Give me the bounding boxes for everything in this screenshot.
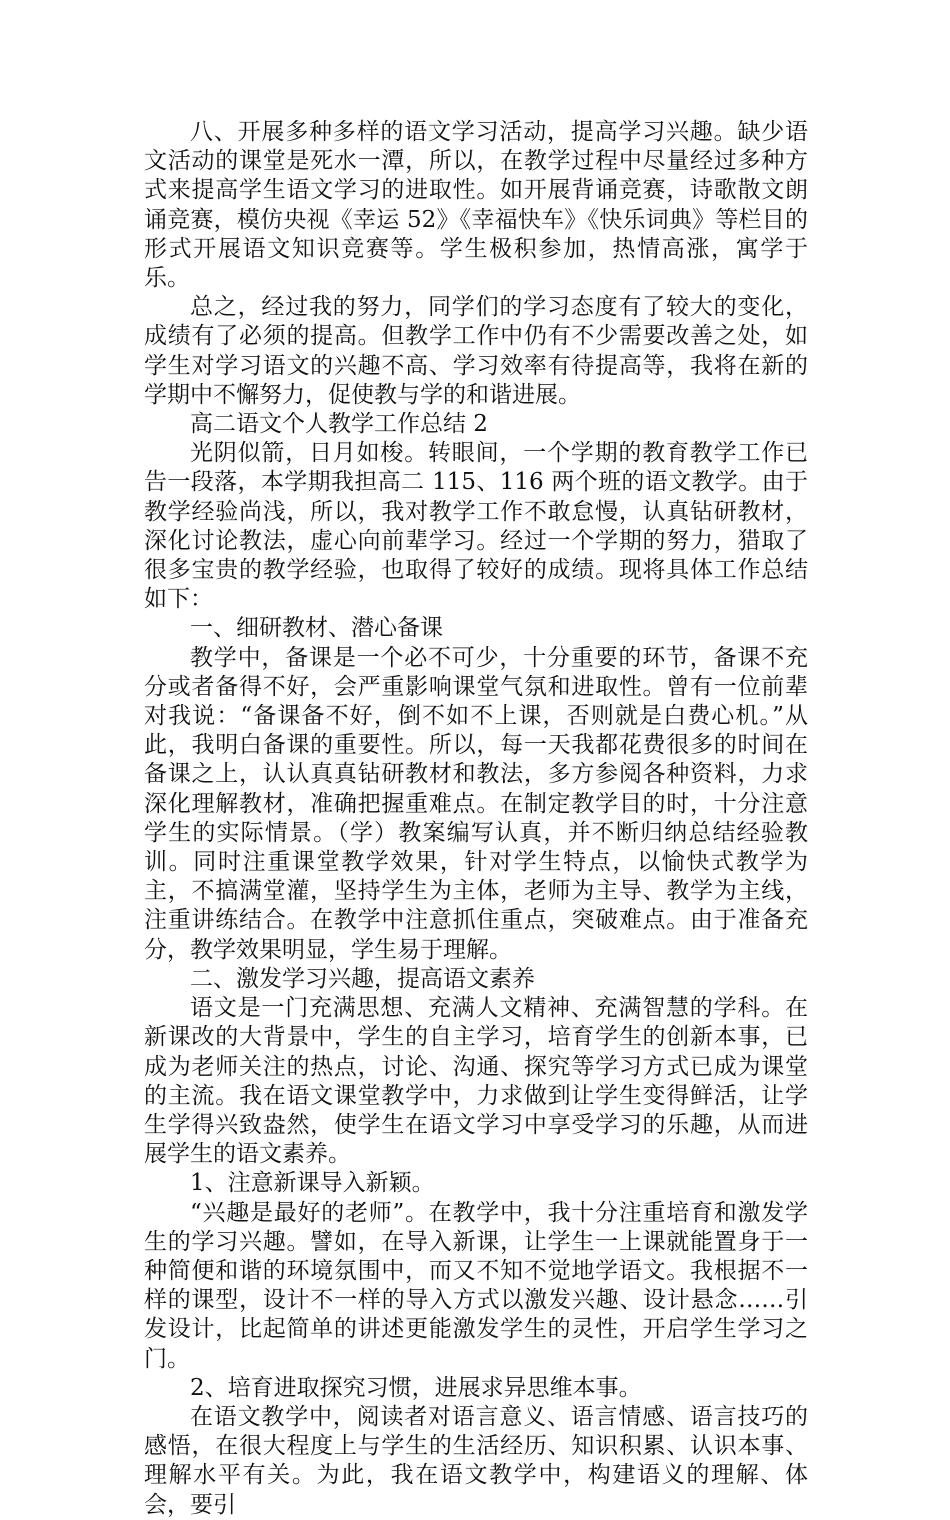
paragraph-intro: 光阴似箭，日月如梭。转眼间，一个学期的教育教学工作已告一段落，本学期我担高二 115、116 两个班的语文教学。由于教学经验尚浅，所以，我对教学工作不敢怠慢，认真钻研教材，深化讨论教法，虚心向前辈学习。经过一个学期的努力，猎取了很多宝贵的教学经验，也取得了较好的成绩。现将具体工作总结如下： — [144, 440, 808, 613]
section-title: 高二语文个人教学工作总结 2 — [190, 411, 488, 438]
heading-inquiry: 2、培育进取探究习惯，进展求异思维本事。 — [190, 1374, 642, 1401]
paragraph-interest: 语文是一门充满思想、充满人文精神、充满智慧的学科。在新课改的大背景中，学生的自主学习，培育学生的创新本事，已成为老师关注的热点，讨论、沟通、探究等学习方式已成为课堂的主流。我在语文课堂教学中，力求做到让学生变得鲜活，让学生学得兴致盎然，使学生在语文学习中享受学习的乐趣，从而进展学生的语文素养。 — [144, 995, 808, 1168]
heading-interest: 二、激发学习兴趣，提高语文素养 — [190, 965, 535, 992]
paragraph-inquiry: 在语文教学中，阅读者对语言意义、语言情感、语言技巧的感悟，在很大程度上与学生的生活经历、知识积累、认识本事、理解水平有关。为此，我在语文教学中，构建语义的理解、体会，要引 — [144, 1403, 808, 1518]
paragraph-activities: 八、开展多种多样的语文学习活动，提高学习兴趣。缺少语文活动的课堂是死水一潭，所以，在教学过程中尽量经过多种方式来提高学生语文学习的进取性。如开展背诵竞赛，诗歌散文朗诵竞赛，模仿央视《幸运 52》《幸福快车》《快乐词典》等栏目的形式开展语文知识竞赛等。学生极积参加，热情高涨，寓学于乐。 — [144, 119, 808, 292]
paragraph-lesson-prep: 教学中，备课是一个必不可少，十分重要的环节，备课不充分或者备得不好，会严重影响课堂气氛和进取性。曾有一位前辈对我说：“备课备不好，倒不如不上课，否则就是白费心机。”从此，我明白备课的重要性。所以，每一天我都花费很多的时间在备课之上，认认真真钻研教材和教法，多方参阅各种资料，力求深化理解教材，准确把握重难点。在制定教学目的时，十分注意学生的实际情景。（学）教案编写认真，并不断归纳总结经验教训。同时注重课堂教学效果，针对学生特点，以愉快式教学为主，不搞满堂灌，坚持学生为主体，老师为主导、教学为主线，注重讲练结合。在教学中注意抓住重点，突破难点。由于准备充分，教学效果明显，学生易于理解。 — [144, 644, 808, 963]
paragraph-new-lesson: “兴趣是最好的老师”。在教学中，我十分注重培育和激发学生的学习兴趣。譬如，在导入新课，让学生一上课就能置身于一种简便和谐的环境氛围中，而又不知不觉地学语文。我根据不一样的课型，设计不一样的导入方式以激发兴趣、设计悬念……引发设计，比起简单的讲述更能激发学生的灵性，开启学生学习之门。 — [144, 1199, 808, 1372]
heading-lesson-prep: 一、细研教材、潜心备课 — [190, 615, 443, 642]
paragraph-summary: 总之，经过我的努力，同学们的学习态度有了较大的变化，成绩有了必须的提高。但教学工作中仍有不少需要改善之处，如学生对学习语文的兴趣不高、学习效率有待提高等，我将在新的学期中不懈努力，促使教与学的和谐进展。 — [144, 294, 808, 408]
document-page — [144, 118, 808, 1520]
heading-new-lesson: 1、注意新课导入新颖。 — [190, 1170, 435, 1197]
